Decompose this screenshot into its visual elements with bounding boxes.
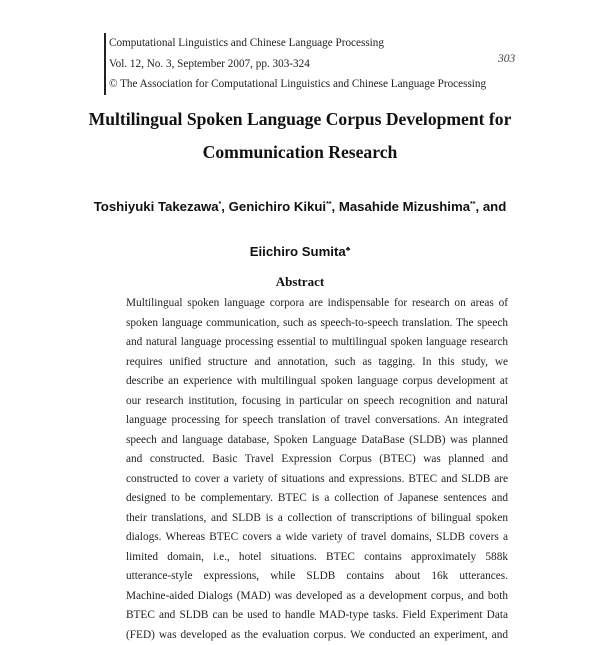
abstract-line: requires unified structure and annotation, such as tagging. In this study, we <box>126 353 508 373</box>
author-name: Genichiro Kikui <box>229 199 326 214</box>
abstract-heading: Abstract <box>60 274 540 290</box>
abstract-body <box>126 294 508 645</box>
author-list <box>60 183 540 273</box>
author-name: Masahide Mizushima <box>339 199 470 214</box>
author-name: Toshiyuki Takezawa <box>94 199 219 214</box>
abstract-line: limited domain, i.e., hotel situations. BTEC contains approximately 588k <box>126 548 508 568</box>
affiliation-mark: ♣ <box>346 246 351 253</box>
abstract-line: constructed to cover a variety of situations and expressions. BTEC and SLDB are <box>126 470 508 490</box>
affiliation-mark: ** <box>470 201 475 208</box>
abstract-line: dialogs. Whereas BTEC covers a wide variety of travel domains, SLDB covers a <box>126 528 508 548</box>
abstract-line: BTEC and SLDB can be used to handle MAD-type tasks. Field Experiment Data <box>126 606 508 626</box>
volume-info: Vol. 12, No. 3, September 2007, pp. 303-324 <box>109 54 529 75</box>
copyright-notice: © The Association for Computational Linguistics and Chinese Language Processing <box>109 74 529 95</box>
abstract-line: and constructed. Basic Travel Expression Corpus (BTEC) was planned and <box>126 450 508 470</box>
journal-header <box>104 33 529 95</box>
author-conjunction: , and <box>476 199 507 214</box>
abstract-line: our research institution, focusing in particular on speech recognition and natural <box>126 392 508 412</box>
abstract-line: Machine-aided Dialogs (MAD) was developed as a development corpus, and both <box>126 587 508 607</box>
authors-line-2 <box>60 228 540 273</box>
abstract-line: speech and language database, Spoken Language DataBase (SLDB) was planned <box>126 431 508 451</box>
abstract-line: language processing for speech translation of travel conversations. An integrated <box>126 411 508 431</box>
abstract-line: designed to be complementary. BTEC is a collection of Japanese sentences and <box>126 489 508 509</box>
author-separator: , <box>221 199 228 214</box>
abstract-line: Multilingual spoken language corpora are indispensable for research on areas of <box>126 294 508 314</box>
affiliation-mark: ** <box>326 201 331 208</box>
author-name: Eiichiro Sumita <box>250 244 346 259</box>
abstract-line: spoken language communication, such as speech-to-speech translation. The speech <box>126 314 508 334</box>
abstract-line: utterance-style expressions, while SLDB contains about 16k utterances. <box>126 567 508 587</box>
journal-name: Computational Linguistics and Chinese Language Processing <box>109 33 529 54</box>
page-number: 303 <box>498 53 515 65</box>
title-line-2: Communication Research <box>60 136 540 169</box>
abstract-line: and natural language processing essential to multilingual spoken language research <box>126 333 508 353</box>
abstract-line: their translations, and SLDB is a collection of transcriptions of bilingual spoken <box>126 509 508 529</box>
author-separator: , <box>332 199 339 214</box>
title-line-1: Multilingual Spoken Language Corpus Development for <box>60 103 540 136</box>
authors-line-1 <box>60 183 540 228</box>
abstract-line: (FED) was developed as the evaluation corpus. We conducted an experiment, and <box>126 626 508 645</box>
abstract-line: describe an experience with multilingual spoken language corpus development at <box>126 372 508 392</box>
affiliation-mark: * <box>219 201 222 208</box>
paper-title <box>60 103 540 169</box>
